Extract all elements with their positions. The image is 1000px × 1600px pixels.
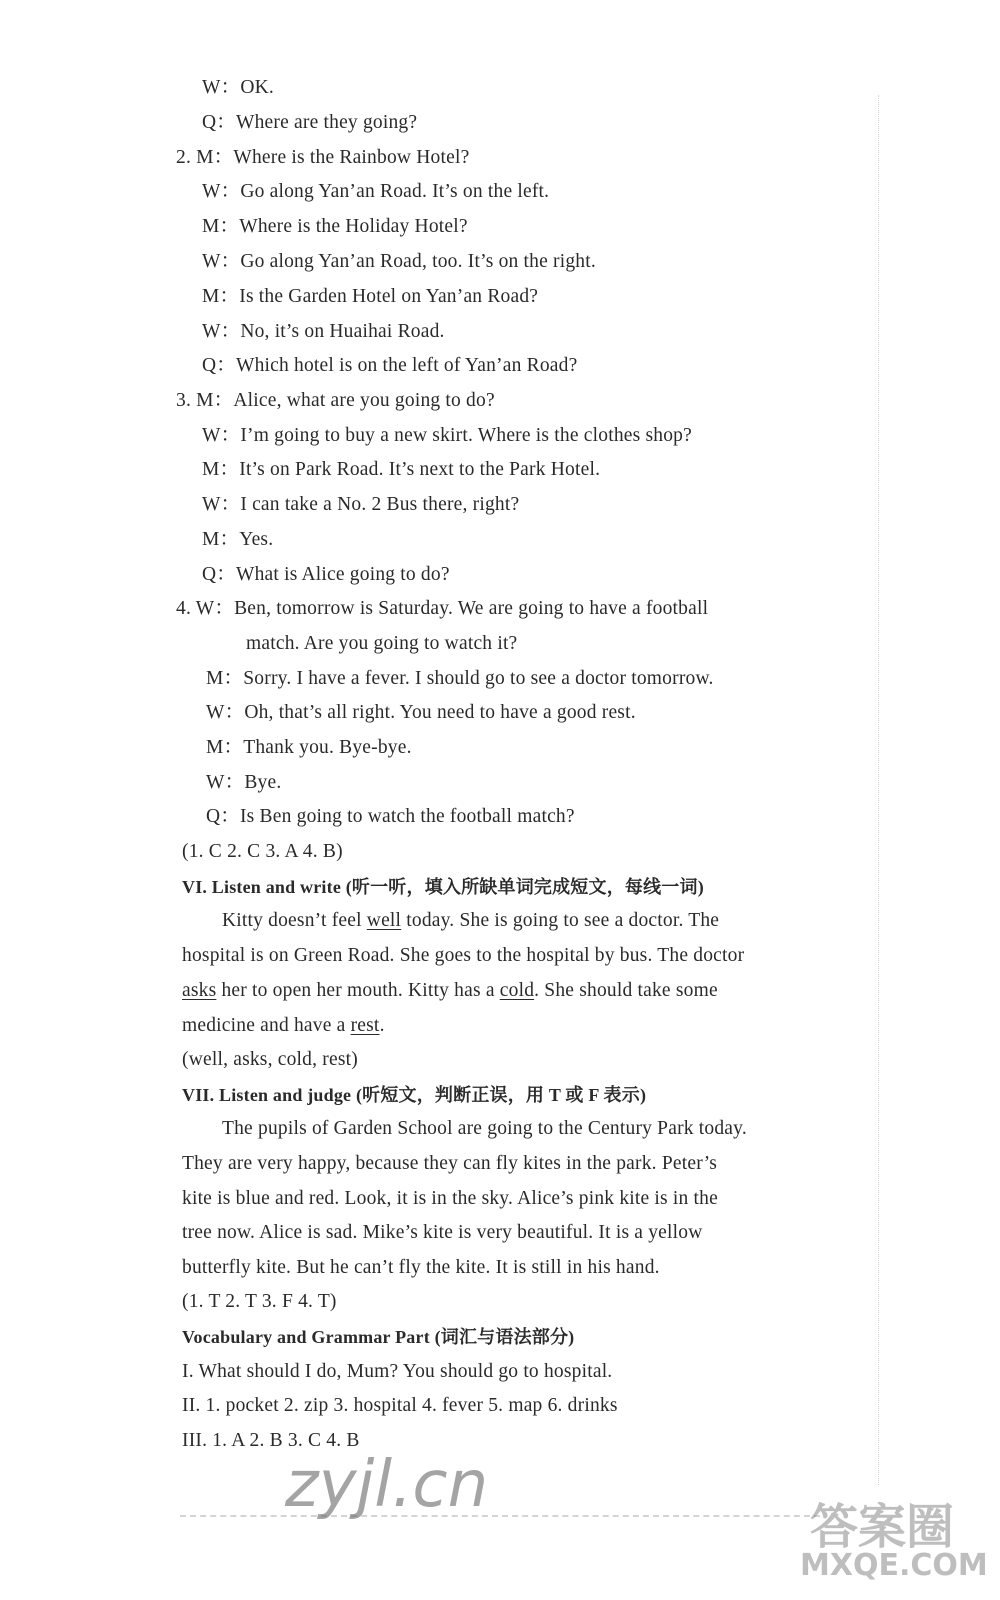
dialogue-line: W：OK.: [202, 77, 274, 98]
dialogue-line: M：Where is the Holiday Hotel?: [202, 216, 468, 237]
watermark-corner-url: MXQE.COM: [800, 1548, 988, 1583]
dialogue-line: Q：Which hotel is on the left of Yan’an Road?: [202, 355, 578, 376]
dialogue-line: 4. W：Ben, tomorrow is Saturday. We are going to have a football: [176, 598, 709, 619]
watermark-corner-logo: 答案圈: [810, 1499, 955, 1555]
dialogue-line: W：I’m going to buy a new skirt. Where is the clothes shop?: [202, 425, 692, 446]
dialogue-line: M：Sorry. I have a fever. I should go to see a doctor tomorrow.: [206, 668, 714, 689]
dialogue-line: Q：What is Alice going to do?: [202, 564, 450, 585]
answer-line: II. 1. pocket 2. zip 3. hospital 4. fever 5. map 6. drinks: [182, 1395, 618, 1416]
paragraph-line: medicine and have a rest.: [182, 1015, 385, 1036]
dialogue-line: match. Are you going to watch it?: [246, 633, 518, 654]
dialogue-line: W：Oh, that’s all right. You need to have a good rest.: [206, 702, 636, 723]
answer-key: (1. C 2. C 3. A 4. B): [182, 841, 343, 862]
dialogue-line: M：Is the Garden Hotel on Yan’an Road?: [202, 286, 539, 307]
watermark-logo: zyjl.cn: [285, 1448, 489, 1522]
dialogue-line: W：Bye.: [206, 772, 282, 793]
paragraph-line: kite is blue and red. Look, it is in the sky. Alice’s pink kite is in the: [182, 1188, 718, 1209]
dialogue-line: M：Thank you. Bye-bye.: [206, 737, 412, 758]
dialogue-line: W：I can take a No. 2 Bus there, right?: [202, 494, 520, 515]
paragraph-line: The pupils of Garden School are going to the Century Park today.: [222, 1118, 747, 1139]
paragraph-line: Kitty doesn’t feel well today. She is going to see a doctor. The: [222, 910, 720, 931]
dialogue-line: Q：Is Ben going to watch the football match?: [206, 806, 575, 827]
section-heading: Vocabulary and Grammar Part (词汇与语法部分): [182, 1327, 575, 1347]
dialogue-line: W：Go along Yan’an Road. It’s on the left.: [202, 181, 550, 202]
section-heading: VII. Listen and judge (听短文，判断正误，用 T 或 F 表示): [182, 1085, 647, 1105]
paragraph-line: They are very happy, because they can fly kites in the park. Peter’s: [182, 1153, 718, 1174]
answer-line: I. What should I do, Mum? You should go to hospital.: [182, 1361, 613, 1382]
filled-blank: asks: [182, 980, 217, 1001]
section-heading: VI. Listen and write (听一听，填入所缺单词完成短文，每线一词): [182, 877, 704, 897]
answer-key: (1. T 2. T 3. F 4. T): [182, 1291, 337, 1312]
answer-key: (well, asks, cold, rest): [182, 1049, 358, 1070]
dialogue-line: 3. M：Alice, what are you going to do?: [176, 390, 495, 411]
margin-divider: [878, 95, 880, 1485]
dialogue-line: W：No, it’s on Huaihai Road.: [202, 321, 445, 342]
footer-divider: [180, 1515, 820, 1517]
filled-blank: well: [366, 910, 402, 931]
dialogue-line: Q：Where are they going?: [202, 112, 418, 133]
dialogue-line: M：Yes.: [202, 529, 274, 550]
paragraph-line: hospital is on Green Road. She goes to the hospital by bus. The doctor: [182, 945, 745, 966]
dialogue-line: 2. M：Where is the Rainbow Hotel?: [176, 147, 470, 168]
paragraph-line: tree now. Alice is sad. Mike’s kite is very beautiful. It is a yellow: [182, 1222, 703, 1243]
filled-blank: rest: [350, 1015, 380, 1036]
dialogue-line: W：Go along Yan’an Road, too. It’s on the right.: [202, 251, 596, 272]
paragraph-line: asks her to open her mouth. Kitty has a cold. She should take some: [182, 980, 718, 1001]
dialogue-line: M：It’s on Park Road. It’s next to the Park Hotel.: [202, 459, 601, 480]
filled-blank: cold: [499, 980, 535, 1001]
answer-line: III. 1. A 2. B 3. C 4. B: [182, 1430, 360, 1451]
paragraph-line: butterfly kite. But he can’t fly the kite. It is still in his hand.: [182, 1257, 660, 1278]
